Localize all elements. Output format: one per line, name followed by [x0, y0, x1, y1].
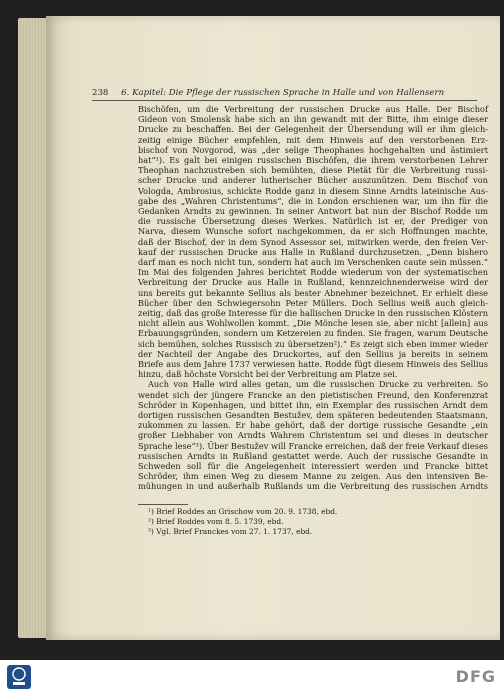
text-line: zeitig, daß das große Interesse für die hallischen Drucke in den russischen Klöstern: [138, 308, 488, 318]
footnote-rule: [138, 504, 188, 505]
text-line: Schröder, ihm einen Weg zu diesem Manne zu zeigen. Aus den intensiven Be-: [138, 471, 488, 482]
text-line: mühungen in und außerhalb Rußlands um die Verbreitung des russischen Arndts: [138, 481, 488, 492]
text-line: daß der Bischof, der in dem Synod Assessor sei, mitwirken werde, den freien Ver-: [138, 236, 488, 247]
text-line: wendet sich der jüngere Francke an den pietistischen Freund, den Konferenzrat: [138, 389, 488, 400]
book-page-edges: [18, 18, 48, 638]
text-line: Verbreitung der Drucke aus Halle in Rußland, kennzeichnenderweise wird der: [138, 277, 488, 288]
text-line: zeitig einige Bücher empfehlen, mit dem Hinweis auf den verstorbenen Erz-: [138, 134, 488, 145]
viewer-footer-bar: [0, 660, 504, 693]
text-line: Schröder in Kopenhagen, und bittet ihn, ein Exemplar des russischen Arndt dem: [138, 399, 488, 410]
running-head: [92, 88, 477, 98]
text-line: bischof von Novgorod, was „der selige Theophanes hochgehalten und ästimiert: [138, 144, 488, 155]
header-rule: [92, 100, 477, 101]
dfg-logo: DFG: [455, 667, 496, 686]
text-line: großer Liebhaber von Arndts Wahrem Christentum sei und dieses in deutscher: [138, 430, 488, 441]
text-line: Drucke zu beschaffen. Bei der Gelegenheit der Übersendung will er ihm gleich-: [138, 124, 488, 135]
text-line: gabe des „Wahren Christentums“, die in London erschienen war, um ihn für die: [138, 195, 488, 206]
text-line: Im Mai des folgenden Jahres berichtet Rodde wiederum von der systematischen: [138, 267, 488, 278]
chapter-title: 6. Kapitel: Die Pflege der russischen Sprache in Halle und von Hallensern: [121, 88, 445, 98]
text-line: Gideon von Smolensk habe sich an ihn gewandt mit der Bitte, ihm einige dieser: [138, 114, 488, 125]
text-line: hat“¹). Es galt bei einigen russischen Bischöfen, die ihrem verstorbenen Lehrer: [138, 155, 488, 165]
text-line: scher Drucke und anderer lutherischer Bücher auszunützen. Dem Bischof von: [138, 175, 488, 186]
text-line: Schweden soll für die Angelegenheit interessiert werden und Francke bittet: [138, 461, 488, 471]
text-line: russischen Arndts in Rußland gestattet werde. Auch der russische Gesandte in: [138, 450, 488, 461]
text-line: die russische Übersetzung dieses Werkes. Natürlich ist er, der Prediger von: [138, 216, 488, 227]
footnote-2: ²) Brief Roddes vom 8. 5. 1739, ebd.: [148, 517, 284, 526]
text-line: Gedanken Arndts zu gewinnen. In seiner Antwort bat nun der Bischof Rodde um: [138, 206, 488, 216]
library-seal-icon: [6, 664, 32, 690]
text-line: Auch von Halle wird alles getan, um die russischen Drucke zu verbreiten. So: [148, 379, 488, 390]
text-line: Briefe aus dem Jahre 1737 verwiesen hatte. Rodde fügt diesem Hinweis des Sellius: [138, 359, 488, 369]
text-line: kauf der russischen Drucke aus Halle in Rußland durchzusetzen. „Denn bishero: [138, 246, 488, 257]
text-line: dortigen russischen Gesandten Bestužev, dem späteren bedeutenden Staatsmann,: [138, 410, 488, 420]
text-line: hinzu, daß höchste Vorsicht bei der Verbreitung am Platze sei.: [138, 369, 398, 380]
text-line: der Nachteil der Angabe des Druckortes, auf den Sellius ja bereits in seinem: [138, 348, 488, 359]
text-line: Bücher über den Schwiegersohn Peter Müllers. Doch Sellius weiß auch gleich-: [138, 297, 488, 308]
text-line: Erbauungsgründen, sondern um Ketzereien zu finden. Sie fragen, warum Deutsche: [138, 328, 488, 339]
text-line: Vologda, Ambrosius, schickte Rodde ganz in diesem Sinne Arndts lateinische Aus-: [138, 185, 488, 196]
text-line: Narva, diesem Wunsche sofort nachgekommen, da er sich Hoffnungen machte,: [138, 226, 488, 237]
text-line: Theophan nachzustreben sich bemühten, diese Pietät für die Verbreitung russi-: [138, 165, 488, 176]
text-line: sich bemühen, solches Russisch zu übersetzen²).“ Es zeigt sich eben immer wieder: [138, 338, 488, 349]
text-line: darf man es noch nicht tun, sondern hat auch im Verschenken caute sein müssen.“: [138, 257, 488, 267]
text-line: Bischöfen, um die Verbreitung der russischen Drucke aus Halle. Der Bischof: [138, 104, 488, 114]
text-line: nicht allein aus Wohlwollen kommt. „Die Mönche lesen sie, aber nicht [allein] aus: [138, 318, 488, 329]
text-line: Sprache lese“³). Über Bestužev will Francke erreichen, daß der freie Verkauf dieses: [138, 440, 488, 451]
text-line: uns bereits gut bekannte Sellius als bester Abnehmer bezeichnet. Er erhielt diese: [138, 287, 488, 298]
text-line: zukommen zu lassen. Er habe gehört, daß der dortige russische Gesandte „ein: [138, 420, 488, 431]
footnote-1: ¹) Brief Roddes an Grischow vom 20. 9. 1738, ebd.: [148, 507, 338, 516]
page-number: 238: [92, 88, 109, 98]
footnote-3: ³) Vgl. Brief Franckes vom 27. 1. 1737, ebd.: [148, 527, 313, 536]
